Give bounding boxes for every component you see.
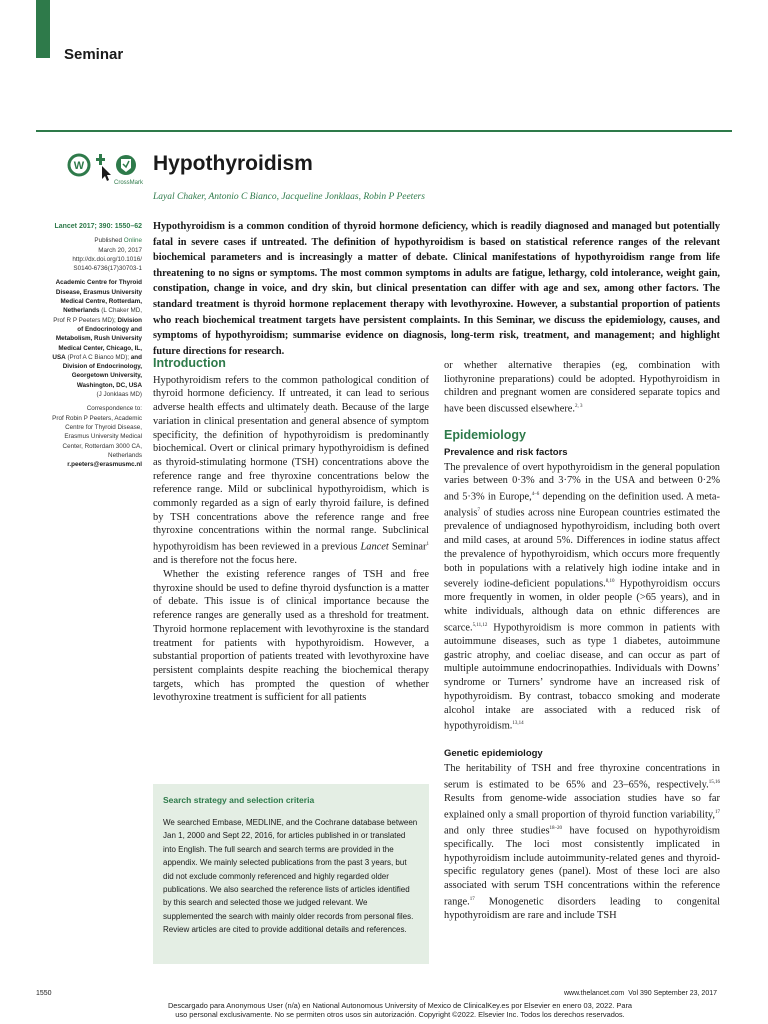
- reference-marker[interactable]: 8,10: [605, 579, 615, 585]
- affiliation-line: (L Chaker MD,: [101, 307, 142, 315]
- body-text: depending on the definition used. A meta-analysis: [444, 491, 720, 519]
- affiliation-line: Academic Centre for Thyroid: [55, 279, 142, 287]
- affiliation-line: and: [130, 353, 142, 361]
- reference-marker[interactable]: 17: [715, 809, 720, 815]
- affiliation-line: Division of Endocrinology,: [62, 363, 142, 371]
- affiliation-line: Washington, DC, USA: [76, 381, 142, 389]
- affiliation-line: of Endocrinology and: [77, 325, 142, 333]
- affiliation-line: USA: [52, 353, 66, 361]
- panel-body: We searched Embase, MEDLINE, and the Cochrane database between Jan 1, 2000 and Sept 22, 2016, for articles published in or translated into English. The full search and search terms are provided in the appendix. We mainly selected publications from the past 3 years, but did not exclude commonly referenced and highly regarded older publications. We also searched the reference lists of articles identified by this search and selected those we judged relevant. We supplemented the search with mainly older records from personal files. Review articles are cited to provide additional details and references.: [163, 818, 418, 935]
- journal-website-link[interactable]: www.thelancet.com: [563, 990, 625, 997]
- abstract: Hypothyroidism is a common condition of thyroid hormone deficiency, which is readily diagnosed and managed but potentially fatal in severe cases if untreated. The definition of hypothyroidism is based on statistical reference ranges of the relevant biochemical parameters and is increasingly a matter of debate. Clinical manifestations of hypothyroidism range from life threatening to no signs or symptoms. The most common symptoms in adults are fatigue, lethargy, cold intolerance, weight gain, constipation, change in voice, and dry skin, but clinical presentation can differ with age and sex, among other factors. The standard treatment is thyroid hormone replacement therapy with levothyroxine. However, a substantial proportion of patients who reach biochemical treatment targets have persistent complaints. In this Seminar, we discuss the epidemiology, causes, and symptoms of hypothyroidism; summarise evidence on diagnosis, long-term risk, treatment, and management; and highlight future directions for research.: [153, 221, 720, 357]
- prevalence-heading: Prevalence and risk factors: [444, 446, 568, 458]
- correspondence-line: Netherlands: [108, 451, 142, 459]
- reference-marker[interactable]: 18–20: [549, 825, 562, 831]
- search-strategy-panel: [153, 784, 429, 964]
- reference-marker[interactable]: 13,14: [512, 721, 524, 727]
- article-title: Hypothyroidism: [153, 152, 313, 175]
- doi-link-1[interactable]: http://dx.doi.org/10.1016/: [72, 255, 142, 263]
- header-rule: [36, 130, 732, 132]
- intro-text: Seminar: [388, 541, 427, 553]
- download-notice: [100, 1001, 700, 1019]
- reference-marker[interactable]: 15,16: [708, 779, 720, 785]
- intro-paragraph-1: [153, 374, 429, 568]
- journal-footer: [564, 990, 717, 997]
- reference-marker[interactable]: 2, 3: [574, 404, 583, 410]
- affiliation-line: Georgetown University,: [71, 372, 142, 380]
- right-column: [444, 359, 720, 923]
- intro-continued: [444, 359, 720, 416]
- author-list[interactable]: Layal Chaker, Antonio C Bianco, Jacqueline Jonklaas, Robin P Peeters: [153, 192, 425, 202]
- affiliation-line: Division: [117, 316, 142, 324]
- affiliation-line: Metabolism, Rush University: [55, 335, 142, 343]
- correspondence-line: Erasmus University Medical: [64, 433, 142, 441]
- epidemiology-heading: Epidemiology: [444, 428, 526, 443]
- body-text: of studies across nine European countries estimated the prevalence of undiagnosed hypothyroidism, including both overt and mild cases, at around 5%. Differences in iodine status affect the prevalence of hypothyroidism, which occurs more frequently both in populations with a relatively high iodine intake and in severely iodine-deficient populations.: [444, 507, 720, 590]
- email-link[interactable]: r.peeters@erasmusmc.nl: [67, 461, 142, 469]
- affiliation-line: Disease, Erasmus University: [55, 288, 142, 296]
- online-link[interactable]: Online: [123, 237, 142, 245]
- section-label: Seminar: [64, 46, 124, 63]
- affiliation-line: Netherlands: [63, 307, 100, 315]
- body-text: have focused on hypothyroidism specifically. The loci most consistently implicated in hypothyroidism include autoimmunity-related genes and thyroid-specific regulatory genes (panel). Most of these loci are also associated with serum TSH concentrations within the reference range.: [444, 825, 720, 908]
- download-notice-line: uso personal exclusivamente. No se permiten otros usos sin autorización. Copyright ©2022. Elsevier Inc. Todos los derechos reservados.: [175, 1010, 625, 1019]
- reference-marker[interactable]: 7: [477, 508, 480, 514]
- affiliation-line: (Prof A C Bianco MD);: [67, 353, 130, 361]
- correspondence-label: Correspondence to:: [86, 405, 142, 413]
- citation[interactable]: Lancet 2017; 390: 1550–62: [54, 223, 142, 230]
- article-info-sidebar: [36, 222, 142, 469]
- published-label: Published: [94, 237, 123, 245]
- journal-issue: Vol 390 September 23, 2017: [628, 990, 717, 997]
- intro-text: Hypothyroidism refers to the common pathological condition of thyroid hormone deficiency. If untreated, it can lead to serious adverse health effects and ultimately death. Because of the large variation in clinical presentation and general absence of symptom specificity, the definition of hypothyroidism is predominantly biochemical. Overt or clinical primary hypothyroidism is defined as thyroid-stimulating hormone (TSH) concentrations above the reference range and free thyroxine concentrations below the reference range. Mild or subclinical hypothyroidism, which is commonly regarded as a sign of early thyroid failure, is defined by TSH concentrations above the reference range and free thyroxine concentrations within the normal range. Subclinical hypothyroidism has been reviewed in a previous: [153, 374, 429, 553]
- body-text: or whether alternative therapies (eg, combination with liothyronine preparations) could be adopted. Hypothyroidism in children and pregnant women are considered separate topics and have been discussed elsewhere.: [444, 360, 720, 415]
- header-accent-bar: [36, 0, 50, 58]
- body-text: The heritability of TSH and free thyroxine concentrations in serum is estimated to be 65% and 23–65%, respectively.: [444, 763, 720, 791]
- body-text: Monogenetic disorders leading to congenital hypothyroidism are rare and include TSH: [444, 896, 720, 921]
- download-notice-line: Descargado para Anonymous User (n/a) en National Autonomous University of Mexico de ClinicalKey.es por Elsevier en enero 03, 2022. Para: [167, 1001, 633, 1010]
- reference-marker[interactable]: 17: [469, 896, 475, 902]
- affiliation-line: Medical Centre, Rotterdam,: [60, 298, 142, 306]
- intro-text: and is therefore not the focus here.: [153, 555, 297, 567]
- correspondence-line: Prof Robin P Peeters, Academic: [52, 414, 142, 422]
- doi-link-2[interactable]: S0140-6736(17)30703-1: [73, 265, 142, 273]
- crossmark-label: CrossMark: [114, 180, 144, 186]
- intro-paragraph-2: Whether the existing reference ranges of TSH and free thyroxine should be used to define thyroid dysfunction is a matter of debate. This issue is of clinical importance because the reference ranges are generally used as a threshold for treatment. Thyroid hormone replacement with levothyroxine is the standard treatment for patients with hypothyroidism. However, a substantial proportion of patients treated with levothyroxine have persistent complaints despite reaching the biochemical therapy targets, which has prompted the question of whether levothyroxine treatment is sufficient for all patients: [153, 569, 429, 704]
- crossmark-logo[interactable]: [66, 152, 144, 190]
- body-text: and only three studies: [444, 825, 550, 837]
- affiliation-line: Medical Center, Chicago, IL,: [58, 344, 142, 352]
- crossmark-icon: [66, 152, 140, 182]
- correspondence-line: Centre for Thyroid Disease,: [65, 423, 142, 431]
- left-column: [153, 357, 429, 705]
- body-text: The prevalence of overt hypothyroidism in the general population varies between 0·3% and 3·7% in the USA and between 0·2% and 5·3% in Europe,: [444, 461, 720, 503]
- body-text: Results from genome-wide association studies have so far explained only a small proportion of thyroid function variability,: [444, 792, 720, 821]
- affiliation-line: (J Jonklaas MD): [96, 391, 142, 399]
- body-text: Hypothyroidism is more common in patients with autoimmune diseases, such as type 1 diabetes, autoimmune gastric atrophy, and coeliac disease, and can occur as part of multiple autoimmune endocrinopathies. Individuals with Downs’ syndrome or Turners’ syndrome have an increased risk of hypothyroidism. By contrast, tobacco smoking and moderate alcohol intake are associated with a reduced risk of hypothyroidism.: [444, 622, 720, 732]
- genetic-paragraph: [444, 762, 720, 923]
- panel-title: Search strategy and selection criteria: [163, 795, 315, 805]
- lancet-journal-name: Lancet: [360, 541, 389, 553]
- prevalence-paragraph: [444, 461, 720, 734]
- introduction-heading: Introduction: [153, 356, 226, 370]
- body-text: Hypothyroidism occurs more frequently in women, in older people (>65 years), and in white individuals, although data on ethnic differences are scarce.: [444, 578, 720, 634]
- correspondence-line: Center, Rotterdam 3000 CA,: [62, 442, 142, 450]
- genetic-epidemiology-heading: Genetic epidemiology: [444, 748, 543, 760]
- reference-marker[interactable]: 1: [426, 542, 429, 548]
- affiliation-line: Prof R P Peeters MD);: [53, 316, 116, 324]
- page-number: 1550: [36, 990, 52, 997]
- svg-text:W: W: [73, 160, 85, 172]
- publication-date: March 20, 2017: [98, 246, 142, 254]
- reference-marker[interactable]: 5,11,12: [472, 622, 488, 628]
- reference-marker[interactable]: 4–6: [531, 492, 540, 498]
